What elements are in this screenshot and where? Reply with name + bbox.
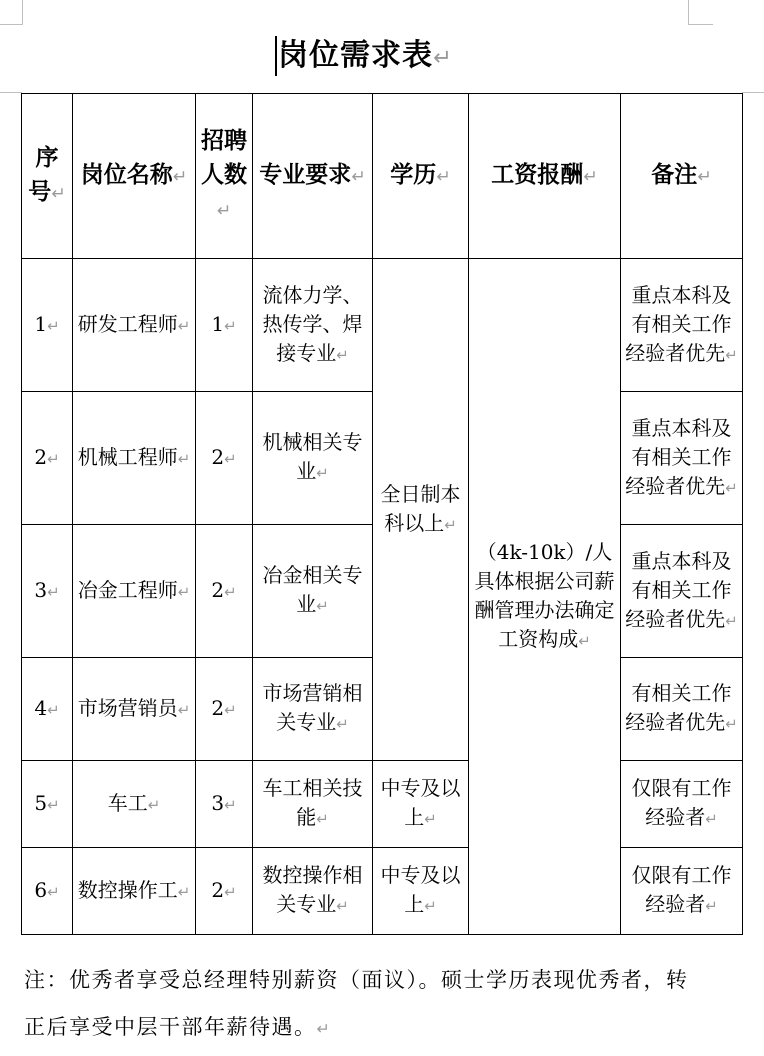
cell-major[interactable]: 数控操作相关专业↵ bbox=[253, 848, 373, 935]
text-cursor bbox=[275, 36, 277, 76]
header-education[interactable]: 学历↵ bbox=[373, 94, 469, 259]
header-major[interactable]: 专业要求↵ bbox=[253, 94, 373, 259]
cell-major[interactable]: 机械相关专业↵ bbox=[253, 392, 373, 525]
cell-index[interactable]: 5↵ bbox=[22, 761, 73, 848]
page-corner-mark-top-left bbox=[0, 0, 23, 25]
cell-notes[interactable]: 重点本科及有相关工作经验者优先↵ bbox=[621, 525, 743, 658]
cell-salary-merged[interactable]: （4k-10k）/人具体根据公司薪酬管理办法确定工资构成↵ bbox=[469, 259, 621, 935]
paragraph-mark: ↵ bbox=[433, 45, 453, 71]
header-salary[interactable]: 工资报酬↵ bbox=[469, 94, 621, 259]
table-header-row bbox=[22, 94, 743, 259]
cell-notes[interactable]: 仅限有工作经验者↵ bbox=[621, 848, 743, 935]
cell-headcount[interactable]: 3↵ bbox=[196, 761, 253, 848]
table-row bbox=[22, 761, 743, 848]
job-requirements-table[interactable] bbox=[21, 93, 743, 935]
cell-major[interactable]: 流体力学、热传学、焊接专业↵ bbox=[253, 259, 373, 392]
header-position[interactable]: 岗位名称↵ bbox=[73, 94, 196, 259]
margin-mark-left bbox=[0, 92, 22, 93]
cell-notes[interactable]: 重点本科及有相关工作经验者优先↵ bbox=[621, 259, 743, 392]
cell-education[interactable]: 中专及以上↵ bbox=[373, 761, 469, 848]
cell-position[interactable]: 数控操作工↵ bbox=[73, 848, 196, 935]
document-title[interactable]: 岗位需求表↵ bbox=[278, 38, 453, 73]
margin-mark-right bbox=[742, 92, 764, 93]
header-notes[interactable]: 备注↵ bbox=[621, 94, 743, 259]
table-row bbox=[22, 259, 743, 392]
cell-notes[interactable]: 有相关工作经验者优先↵ bbox=[621, 658, 743, 761]
cell-notes[interactable]: 重点本科及有相关工作经验者优先↵ bbox=[621, 392, 743, 525]
cell-major[interactable]: 冶金相关专业↵ bbox=[253, 525, 373, 658]
cell-headcount[interactable]: 2↵ bbox=[196, 658, 253, 761]
cell-notes[interactable]: 仅限有工作经验者↵ bbox=[621, 761, 743, 848]
cell-position[interactable]: 机械工程师↵ bbox=[73, 392, 196, 525]
cell-headcount[interactable]: 2↵ bbox=[196, 525, 253, 658]
cell-headcount[interactable]: 2↵ bbox=[196, 392, 253, 525]
cell-headcount[interactable]: 2↵ bbox=[196, 848, 253, 935]
cell-major[interactable]: 车工相关技能↵ bbox=[253, 761, 373, 848]
cell-position[interactable]: 车工↵ bbox=[73, 761, 196, 848]
header-index[interactable]: 序号↵ bbox=[22, 94, 73, 259]
cell-index[interactable]: 1↵ bbox=[22, 259, 73, 392]
cell-education[interactable]: 中专及以上↵ bbox=[373, 848, 469, 935]
page-corner-mark-top-right bbox=[688, 0, 713, 25]
cell-position[interactable]: 冶金工程师↵ bbox=[73, 525, 196, 658]
cell-index[interactable]: 4↵ bbox=[22, 658, 73, 761]
cell-position[interactable]: 市场营销员↵ bbox=[73, 658, 196, 761]
cell-education-merged[interactable]: 全日制本科以上↵ bbox=[373, 259, 469, 761]
header-headcount[interactable]: 招聘人数↵ bbox=[196, 94, 253, 259]
cell-position[interactable]: 研发工程师↵ bbox=[73, 259, 196, 392]
paragraph-mark: ↵ bbox=[316, 1019, 332, 1038]
cell-major[interactable]: 市场营销相关专业↵ bbox=[253, 658, 373, 761]
footnote[interactable]: 注：优秀者享受总经理特别薪资（面议）。硕士学历表现优秀者，转正后享受中层干部年薪待遇。↵ bbox=[24, 968, 689, 1039]
cell-index[interactable]: 3↵ bbox=[22, 525, 73, 658]
cell-index[interactable]: 6↵ bbox=[22, 848, 73, 935]
table-row bbox=[22, 848, 743, 935]
cell-index[interactable]: 2↵ bbox=[22, 392, 73, 525]
cell-headcount[interactable]: 1↵ bbox=[196, 259, 253, 392]
